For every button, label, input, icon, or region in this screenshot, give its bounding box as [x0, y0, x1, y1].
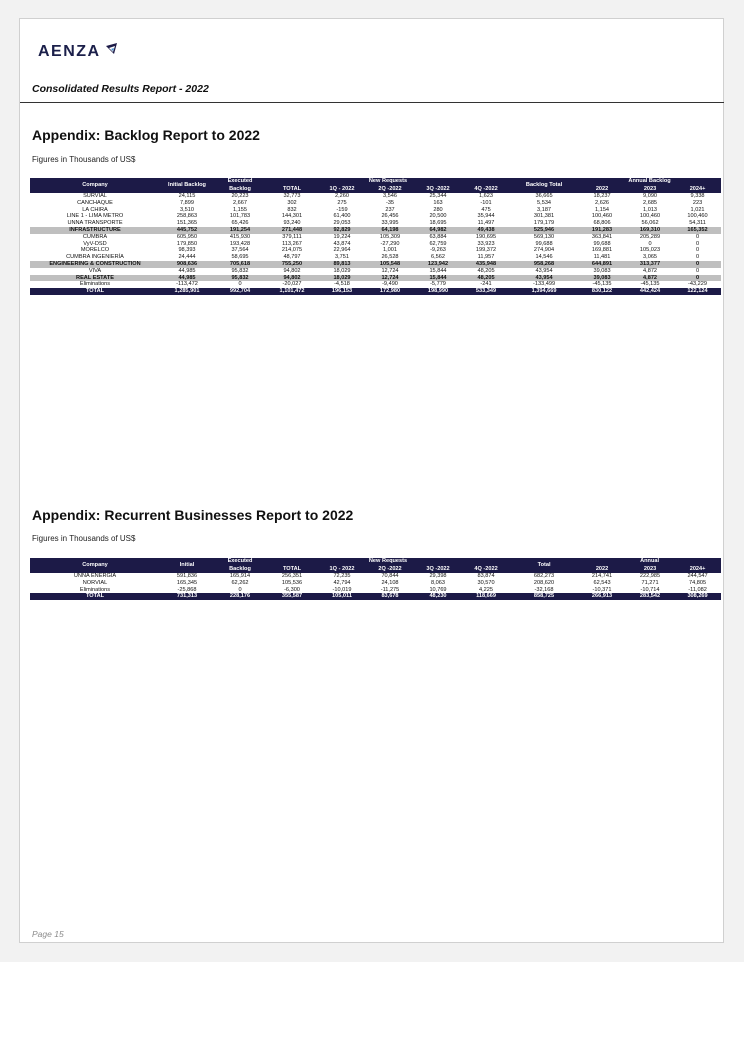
- value-cell: 222,985: [639, 573, 661, 579]
- col-initial: Initial: [160, 558, 214, 573]
- value-cell: 2,667: [233, 199, 247, 206]
- value-cell: 1,155: [233, 206, 247, 213]
- value-cell: 205,289: [639, 233, 661, 240]
- value-cell: 302: [287, 199, 297, 206]
- value-cell: 214,075: [281, 247, 303, 254]
- value-cell: 313,377: [626, 261, 674, 268]
- value-cell: 39,083: [593, 267, 611, 274]
- col-q3: 3Q -2022: [414, 566, 462, 574]
- value-cell: 163: [433, 199, 443, 206]
- value-cell: 44,985: [160, 275, 214, 282]
- col-2024-plus: 2024+: [674, 566, 721, 574]
- value-cell: 1,623: [479, 193, 494, 199]
- table-row: [30, 213, 721, 220]
- value-cell: 283,542: [626, 593, 674, 600]
- value-cell: 113,267: [282, 240, 302, 247]
- backlog-table: [30, 178, 721, 295]
- value-cell: 682,273: [533, 573, 555, 579]
- col-2024-plus: 2024+: [674, 186, 721, 194]
- value-cell: 908,636: [160, 261, 214, 268]
- value-cell: 445,752: [160, 227, 214, 234]
- page-number: Page 15: [32, 929, 64, 939]
- value-cell: 193,428: [229, 240, 251, 247]
- value-cell: 244,547: [687, 573, 708, 579]
- value-cell: 12,724: [381, 267, 399, 274]
- value-cell: 2,260: [335, 193, 349, 199]
- value-cell: 72,235: [333, 573, 351, 579]
- total-row: [30, 593, 721, 600]
- value-cell: 15,844: [429, 267, 447, 274]
- value-cell: 1,154: [595, 206, 610, 213]
- backlog-table-body: [30, 193, 721, 295]
- value-cell: 123,942: [414, 261, 462, 268]
- value-cell: 18,695: [429, 220, 447, 227]
- value-cell: -35: [385, 199, 395, 206]
- value-cell: -9,490: [382, 281, 398, 288]
- value-cell: 33,995: [381, 220, 399, 227]
- col-2023: 2023: [626, 186, 674, 194]
- value-cell: 0: [238, 586, 242, 593]
- value-cell: 533,349: [462, 288, 510, 295]
- value-cell: -6,300: [284, 586, 300, 593]
- report-title: Consolidated Results Report - 2022: [32, 83, 209, 95]
- value-cell: 3,546: [383, 193, 397, 199]
- value-cell: -10,371: [592, 586, 612, 593]
- col-executed-bottom: Backlog: [214, 186, 266, 194]
- value-cell: -101: [480, 199, 492, 206]
- company-cell: SURVIAL: [83, 193, 107, 199]
- value-cell: 8,063: [431, 579, 445, 586]
- value-cell: 237: [385, 206, 395, 213]
- value-cell: 605,950: [176, 233, 198, 240]
- company-cell: CANCHAQUE: [77, 199, 113, 206]
- col-executed-top: Executed: [214, 178, 266, 186]
- value-cell: 196,153: [318, 288, 366, 295]
- value-cell: 731,313: [160, 593, 214, 600]
- col-annual-backlog: Annual Backlog: [578, 178, 721, 186]
- value-cell: 0: [695, 240, 700, 247]
- value-cell: 7,899: [180, 199, 194, 206]
- backlog-section-title: Appendix: Backlog Report to 2022: [32, 127, 260, 143]
- col-q4: 4Q -2022: [462, 186, 510, 194]
- value-cell: 591,836: [176, 573, 198, 579]
- value-cell: 105,536: [281, 579, 303, 586]
- value-cell: 442,424: [626, 288, 674, 295]
- value-cell: -10,714: [640, 586, 660, 593]
- value-cell: 0: [674, 275, 721, 282]
- col-2022: 2022: [578, 186, 626, 194]
- value-cell: 705,618: [214, 261, 266, 268]
- table-row: [30, 268, 721, 275]
- value-cell: 1,285,901: [160, 288, 214, 295]
- table-row: [30, 234, 721, 241]
- value-cell: 24,444: [178, 254, 196, 261]
- value-cell: 355,587: [266, 593, 318, 600]
- company-cell: CUMBRA: [82, 233, 108, 240]
- col-company: Company: [30, 178, 160, 193]
- value-cell: 214,741: [591, 573, 613, 579]
- value-cell: 105,011: [318, 593, 366, 600]
- value-cell: 118,669: [462, 593, 510, 600]
- value-cell: 208,620: [533, 579, 555, 586]
- logo-mark-icon: [104, 42, 118, 56]
- company-cell: INFRASTRUCTURE: [30, 227, 160, 234]
- value-cell: 958,268: [510, 261, 578, 268]
- value-cell: 179,179: [533, 220, 555, 227]
- col-initial-backlog: Initial Backlog: [160, 178, 214, 193]
- col-2023: 2023: [626, 566, 674, 574]
- value-cell: 94,802: [266, 275, 318, 282]
- value-cell: -10,019: [332, 586, 352, 593]
- value-cell: 19,224: [333, 233, 351, 240]
- value-cell: 256,351: [281, 573, 303, 579]
- value-cell: 165,914: [229, 573, 251, 579]
- value-cell: 32,773: [283, 193, 301, 199]
- company-cell: UNNA ENERGIA: [73, 573, 117, 579]
- value-cell: 1,001: [383, 247, 397, 254]
- company-cell: Eliminations: [79, 281, 111, 288]
- value-cell: 105,309: [379, 233, 401, 240]
- value-cell: 29,053: [333, 220, 351, 227]
- table-row: [30, 207, 721, 214]
- value-cell: 190,695: [475, 233, 497, 240]
- value-cell: 18,029: [318, 275, 366, 282]
- value-cell: 151,365: [176, 220, 198, 227]
- value-cell: 92,829: [318, 227, 366, 234]
- value-cell: 379,111: [282, 233, 302, 240]
- col-total: TOTAL: [266, 186, 318, 194]
- table-row: [30, 281, 721, 288]
- value-cell: 58,695: [231, 254, 249, 261]
- col-q4: 4Q -2022: [462, 566, 510, 574]
- value-cell: 43,874: [333, 240, 351, 247]
- value-cell: 35,944: [477, 213, 495, 220]
- value-cell: 22,964: [333, 247, 351, 254]
- value-cell: 525,946: [510, 227, 578, 234]
- value-cell: 26,456: [381, 213, 399, 220]
- value-cell: 308,269: [674, 593, 721, 600]
- value-cell: 95,832: [231, 267, 249, 274]
- value-cell: 100,460: [639, 213, 661, 220]
- value-cell: 33,923: [477, 240, 495, 247]
- value-cell: 105,548: [366, 261, 414, 268]
- value-cell: 49,438: [462, 227, 510, 234]
- col-requests-total: TOTAL: [266, 566, 318, 574]
- value-cell: 223: [692, 199, 703, 206]
- value-cell: 0: [238, 281, 242, 288]
- value-cell: 435,948: [462, 261, 510, 268]
- value-cell: 99,688: [535, 240, 553, 247]
- value-cell: 10,769: [429, 586, 447, 593]
- company-cell: TOTAL: [30, 593, 160, 600]
- recurrent-table: [30, 558, 721, 600]
- company-cell: NORVIAL: [82, 579, 108, 586]
- table-row: [30, 254, 721, 261]
- value-cell: 74,805: [689, 579, 707, 586]
- value-cell: 12,724: [366, 275, 414, 282]
- value-cell: 105,023: [639, 247, 661, 254]
- value-cell: -241: [480, 281, 492, 288]
- value-cell: 20,223: [231, 193, 249, 199]
- value-cell: 37,564: [231, 247, 249, 254]
- value-cell: -20,027: [282, 281, 302, 288]
- value-cell: 2,626: [595, 199, 610, 206]
- company-cell: VyV-DSD: [83, 240, 107, 247]
- value-cell: 43,954: [535, 267, 553, 274]
- value-cell: 95,832: [214, 275, 266, 282]
- value-cell: 0: [695, 247, 700, 254]
- value-cell: 25,344: [429, 193, 447, 199]
- value-cell: -5,779: [430, 281, 446, 288]
- value-cell: -113,472: [176, 281, 198, 288]
- value-cell: 0: [695, 233, 700, 240]
- value-cell: 18,237: [593, 193, 611, 199]
- value-cell: -43,229: [688, 281, 708, 288]
- value-cell: 258,863: [176, 213, 198, 220]
- value-cell: -25,868: [177, 586, 197, 593]
- col-q1: 1Q - 2022: [318, 186, 366, 194]
- col-total: Total: [510, 558, 578, 573]
- value-cell: -133,499: [533, 281, 556, 288]
- value-cell: 42,794: [333, 579, 351, 586]
- value-cell: 44,985: [178, 267, 196, 274]
- value-cell: 165,345: [176, 579, 198, 586]
- value-cell: 39,083: [578, 275, 626, 282]
- table-row: [30, 200, 721, 207]
- col-q1: 1Q - 2022: [318, 566, 366, 574]
- company-cell: CUMBRA INGENIERÍA: [66, 254, 124, 261]
- value-cell: 83,874: [477, 573, 495, 579]
- value-cell: 24,108: [381, 579, 399, 586]
- value-cell: 68,806: [593, 220, 611, 227]
- value-cell: 5,534: [537, 199, 552, 206]
- value-cell: 122,124: [674, 288, 721, 295]
- value-cell: -45,135: [592, 281, 612, 288]
- value-cell: 569,130: [533, 233, 555, 240]
- value-cell: 64,982: [414, 227, 462, 234]
- value-cell: 858,725: [510, 593, 578, 600]
- col-backlog-total: Backlog Total: [510, 178, 578, 193]
- company-cell: UNNA TRANSPORTE: [67, 220, 123, 227]
- value-cell: 54,311: [689, 220, 706, 227]
- value-cell: 475: [481, 206, 491, 213]
- value-cell: 62,543: [593, 579, 611, 586]
- value-cell: 61,400: [333, 213, 351, 220]
- value-cell: 56,062: [641, 220, 659, 227]
- value-cell: 363,841: [591, 233, 613, 240]
- value-cell: 6,562: [431, 254, 445, 261]
- recurrent-table-body: [30, 573, 721, 600]
- value-cell: 228,176: [214, 593, 266, 600]
- value-cell: -9,263: [430, 247, 446, 254]
- col-q2: 2Q -2022: [366, 566, 414, 574]
- value-cell: 11,481: [593, 254, 611, 261]
- value-cell: -45,135: [640, 281, 660, 288]
- value-cell: 3,187: [537, 206, 552, 213]
- value-cell: 274,904: [533, 247, 555, 254]
- company-cell: REAL ESTATE: [30, 275, 160, 282]
- subtotal-row: [30, 227, 721, 234]
- value-cell: 4,872: [643, 267, 658, 274]
- value-cell: 14,546: [535, 254, 553, 261]
- value-cell: 94,802: [283, 267, 301, 274]
- value-cell: 172,980: [366, 288, 414, 295]
- value-cell: 98,393: [178, 247, 196, 254]
- value-cell: 71,271: [641, 579, 659, 586]
- value-cell: 755,250: [266, 261, 318, 268]
- value-cell: 179,850: [176, 240, 198, 247]
- document-page: [19, 18, 724, 943]
- value-cell: 0: [695, 267, 700, 274]
- value-cell: 0: [695, 254, 700, 261]
- value-cell: 191,254: [214, 227, 266, 234]
- value-cell: 275: [337, 199, 347, 206]
- value-cell: 0: [674, 261, 721, 268]
- value-cell: -4,518: [334, 281, 350, 288]
- value-cell: -11,082: [688, 586, 707, 593]
- value-cell: -159: [336, 206, 348, 213]
- value-cell: 3,751: [335, 254, 349, 261]
- value-cell: 64,198: [366, 227, 414, 234]
- company-cell: LINE 1 - LIMA METRO: [66, 213, 124, 220]
- value-cell: 169,881: [591, 247, 613, 254]
- value-cell: 29,398: [429, 573, 447, 579]
- company-cell: MORELCO: [80, 247, 110, 254]
- value-cell: 9,090: [643, 193, 658, 199]
- company-cell: LA CHIRA: [82, 206, 108, 213]
- col-2022: 2022: [578, 566, 626, 574]
- subtotal-row: [30, 261, 721, 268]
- value-cell: 169,310: [626, 227, 674, 234]
- col-new-requests: New Requests: [266, 558, 510, 566]
- table-row: [30, 573, 721, 580]
- value-cell: 144,301: [281, 213, 303, 220]
- value-cell: 43,954: [510, 275, 578, 282]
- company-cell: VIVA: [88, 267, 102, 274]
- table-row: [30, 193, 721, 200]
- value-cell: 65,426: [231, 220, 249, 227]
- value-cell: 4,225: [479, 586, 494, 593]
- subtotal-row: [30, 275, 721, 282]
- value-cell: 101,783: [229, 213, 251, 220]
- value-cell: 1,021: [690, 206, 705, 213]
- value-cell: 63,884: [429, 233, 447, 240]
- value-cell: 48,205: [477, 267, 495, 274]
- value-cell: 830,122: [578, 288, 626, 295]
- value-cell: -32,168: [534, 586, 554, 593]
- value-cell: 20,500: [429, 213, 447, 220]
- recurrent-section-subtitle: Figures in Thousands of US$: [32, 534, 136, 543]
- table-row: [30, 587, 721, 594]
- value-cell: 36,665: [535, 193, 553, 199]
- value-cell: 3,065: [643, 254, 658, 261]
- value-cell: 26,528: [381, 254, 399, 261]
- value-cell: 4,872: [626, 275, 674, 282]
- value-cell: 89,813: [318, 261, 366, 268]
- value-cell: 198,990: [414, 288, 462, 295]
- value-cell: 301,381: [533, 213, 555, 220]
- value-cell: 93,240: [283, 220, 301, 227]
- value-cell: 15,844: [414, 275, 462, 282]
- value-cell: 2,685: [643, 199, 658, 206]
- value-cell: 99,688: [593, 240, 611, 247]
- value-cell: 24,115: [178, 193, 196, 199]
- header-divider: [20, 102, 724, 103]
- value-cell: 280: [433, 206, 443, 213]
- value-cell: 266,913: [578, 593, 626, 600]
- value-cell: 191,283: [578, 227, 626, 234]
- value-cell: 9,338: [690, 193, 705, 199]
- backlog-section-subtitle: Figures in Thousands of US$: [32, 155, 136, 164]
- value-cell: 165,352: [674, 227, 721, 234]
- col-company: Company: [30, 558, 160, 573]
- value-cell: 30,570: [477, 579, 495, 586]
- value-cell: 100,460: [591, 213, 613, 220]
- value-cell: 1,013: [643, 206, 658, 213]
- value-cell: 48,205: [462, 275, 510, 282]
- col-new-requests: New Requests: [266, 178, 510, 186]
- recurrent-section-title: Appendix: Recurrent Businesses Report to 2022: [32, 507, 354, 523]
- value-cell: 62,759: [429, 240, 447, 247]
- col-executed-bottom: Backlog: [214, 566, 266, 574]
- table-row: [30, 580, 721, 587]
- value-cell: -27,290: [380, 240, 400, 247]
- value-cell: 415,930: [229, 233, 251, 240]
- col-q2: 2Q -2022: [366, 186, 414, 194]
- value-cell: 992,704: [214, 288, 266, 295]
- value-cell: 0: [648, 240, 652, 247]
- value-cell: 644,891: [578, 261, 626, 268]
- value-cell: 271,448: [266, 227, 318, 234]
- table-row: [30, 220, 721, 227]
- table-row: [30, 241, 721, 248]
- col-annual: Annual: [578, 558, 721, 566]
- col-q3: 3Q -2022: [414, 186, 462, 194]
- value-cell: -11,275: [380, 586, 400, 593]
- value-cell: 62,262: [231, 579, 249, 586]
- company-logo: [38, 40, 118, 64]
- value-cell: 18,029: [333, 267, 351, 274]
- value-cell: 1,394,669: [510, 288, 578, 295]
- table-row: [30, 247, 721, 254]
- value-cell: 11,957: [477, 254, 495, 261]
- value-cell: 48,797: [283, 254, 301, 261]
- company-cell: ENGINEERING & CONSTRUCTION: [30, 261, 160, 268]
- value-cell: 1,101,472: [266, 288, 318, 295]
- company-cell: Eliminations: [79, 586, 111, 593]
- value-cell: 83,678: [366, 593, 414, 600]
- total-row: [30, 288, 721, 295]
- value-cell: 3,510: [180, 206, 194, 213]
- logo-wordmark: AENZA: [38, 43, 101, 60]
- col-executed-top: Executed: [214, 558, 266, 566]
- value-cell: 70,844: [381, 573, 399, 579]
- value-cell: 100,460: [687, 213, 708, 220]
- value-cell: 832: [287, 206, 297, 213]
- value-cell: 48,230: [414, 593, 462, 600]
- value-cell: 11,497: [477, 220, 495, 227]
- company-cell: TOTAL: [30, 288, 160, 295]
- value-cell: 199,372: [475, 247, 497, 254]
